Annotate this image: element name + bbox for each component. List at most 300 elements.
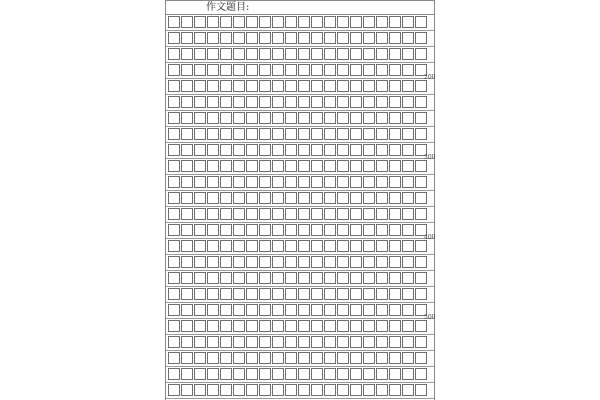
writing-cell[interactable] xyxy=(298,272,310,284)
writing-cell[interactable] xyxy=(350,144,362,156)
writing-cell[interactable] xyxy=(389,240,401,252)
writing-cell[interactable] xyxy=(311,128,323,140)
writing-cell[interactable] xyxy=(207,272,219,284)
writing-cell[interactable] xyxy=(350,352,362,364)
writing-cell[interactable] xyxy=(389,208,401,220)
writing-cell[interactable] xyxy=(324,160,336,172)
writing-cell[interactable] xyxy=(272,288,284,300)
writing-cell[interactable] xyxy=(376,320,388,332)
writing-cell[interactable] xyxy=(298,16,310,28)
writing-cell[interactable] xyxy=(311,112,323,124)
writing-cell[interactable] xyxy=(207,160,219,172)
writing-cell[interactable] xyxy=(298,32,310,44)
writing-cell[interactable] xyxy=(272,224,284,236)
writing-cell[interactable] xyxy=(376,64,388,76)
writing-cell[interactable] xyxy=(194,176,206,188)
writing-cell[interactable] xyxy=(272,256,284,268)
writing-cell[interactable] xyxy=(246,64,258,76)
writing-cell[interactable] xyxy=(415,16,427,28)
writing-cell[interactable] xyxy=(363,256,375,268)
writing-cell[interactable] xyxy=(246,80,258,92)
writing-cell[interactable] xyxy=(194,112,206,124)
writing-cell[interactable] xyxy=(181,336,193,348)
writing-cell[interactable] xyxy=(246,160,258,172)
writing-cell[interactable] xyxy=(402,336,414,348)
writing-cell[interactable] xyxy=(389,112,401,124)
writing-cell[interactable] xyxy=(337,32,349,44)
writing-cell[interactable] xyxy=(402,224,414,236)
writing-cell[interactable] xyxy=(415,32,427,44)
writing-cell[interactable] xyxy=(285,160,297,172)
writing-cell[interactable] xyxy=(181,256,193,268)
writing-cell[interactable] xyxy=(181,16,193,28)
writing-cell[interactable] xyxy=(246,240,258,252)
writing-cell[interactable] xyxy=(415,192,427,204)
writing-cell[interactable] xyxy=(415,48,427,60)
writing-cell[interactable] xyxy=(285,64,297,76)
writing-cell[interactable] xyxy=(168,80,180,92)
writing-cell[interactable] xyxy=(272,64,284,76)
writing-cell[interactable] xyxy=(233,16,245,28)
writing-cell[interactable] xyxy=(181,352,193,364)
writing-cell[interactable] xyxy=(415,320,427,332)
writing-cell[interactable] xyxy=(259,48,271,60)
writing-cell[interactable] xyxy=(285,128,297,140)
writing-cell[interactable] xyxy=(324,64,336,76)
writing-cell[interactable] xyxy=(194,16,206,28)
writing-cell[interactable] xyxy=(337,368,349,380)
writing-cell[interactable] xyxy=(285,384,297,396)
writing-cell[interactable] xyxy=(298,80,310,92)
writing-cell[interactable] xyxy=(324,240,336,252)
writing-cell[interactable] xyxy=(324,176,336,188)
writing-cell[interactable] xyxy=(181,240,193,252)
writing-cell[interactable] xyxy=(389,320,401,332)
writing-cell[interactable] xyxy=(311,240,323,252)
writing-cell[interactable] xyxy=(363,32,375,44)
writing-cell[interactable] xyxy=(402,96,414,108)
writing-cell[interactable] xyxy=(285,192,297,204)
writing-cell[interactable] xyxy=(376,144,388,156)
writing-cell[interactable] xyxy=(207,208,219,220)
writing-cell[interactable] xyxy=(220,112,232,124)
writing-cell[interactable] xyxy=(363,304,375,316)
writing-cell[interactable] xyxy=(376,304,388,316)
writing-cell[interactable] xyxy=(415,240,427,252)
writing-cell[interactable] xyxy=(363,176,375,188)
writing-cell[interactable] xyxy=(220,352,232,364)
writing-cell[interactable] xyxy=(389,224,401,236)
writing-cell[interactable] xyxy=(233,32,245,44)
writing-cell[interactable] xyxy=(272,320,284,332)
writing-cell[interactable] xyxy=(233,240,245,252)
writing-cell[interactable] xyxy=(311,272,323,284)
writing-cell[interactable] xyxy=(246,304,258,316)
writing-cell[interactable] xyxy=(207,96,219,108)
writing-cell[interactable] xyxy=(363,80,375,92)
writing-cell[interactable] xyxy=(194,240,206,252)
writing-cell[interactable] xyxy=(233,48,245,60)
writing-cell[interactable] xyxy=(207,80,219,92)
writing-cell[interactable] xyxy=(194,80,206,92)
writing-cell[interactable] xyxy=(207,224,219,236)
writing-cell[interactable] xyxy=(324,96,336,108)
writing-cell[interactable] xyxy=(272,96,284,108)
writing-cell[interactable] xyxy=(324,112,336,124)
writing-cell[interactable] xyxy=(220,368,232,380)
writing-cell[interactable] xyxy=(181,272,193,284)
writing-cell[interactable] xyxy=(298,192,310,204)
writing-cell[interactable] xyxy=(220,208,232,220)
writing-cell[interactable] xyxy=(194,384,206,396)
writing-cell[interactable] xyxy=(298,160,310,172)
writing-cell[interactable] xyxy=(181,304,193,316)
writing-cell[interactable] xyxy=(324,208,336,220)
writing-cell[interactable] xyxy=(350,96,362,108)
writing-cell[interactable] xyxy=(285,288,297,300)
writing-cell[interactable] xyxy=(246,176,258,188)
writing-cell[interactable] xyxy=(220,240,232,252)
writing-cell[interactable] xyxy=(363,336,375,348)
writing-cell[interactable] xyxy=(194,304,206,316)
writing-cell[interactable] xyxy=(207,368,219,380)
writing-cell[interactable] xyxy=(324,80,336,92)
writing-cell[interactable] xyxy=(350,272,362,284)
writing-cell[interactable] xyxy=(285,368,297,380)
writing-cell[interactable] xyxy=(376,384,388,396)
writing-cell[interactable] xyxy=(402,304,414,316)
writing-cell[interactable] xyxy=(259,240,271,252)
writing-cell[interactable] xyxy=(259,112,271,124)
writing-cell[interactable] xyxy=(376,208,388,220)
writing-cell[interactable] xyxy=(207,256,219,268)
writing-cell[interactable] xyxy=(389,16,401,28)
writing-cell[interactable] xyxy=(233,64,245,76)
writing-cell[interactable] xyxy=(298,48,310,60)
writing-cell[interactable] xyxy=(246,96,258,108)
writing-cell[interactable] xyxy=(220,96,232,108)
writing-cell[interactable] xyxy=(350,256,362,268)
writing-cell[interactable] xyxy=(363,208,375,220)
writing-cell[interactable] xyxy=(376,368,388,380)
writing-cell[interactable] xyxy=(181,128,193,140)
writing-cell[interactable] xyxy=(168,160,180,172)
writing-cell[interactable] xyxy=(389,160,401,172)
writing-cell[interactable] xyxy=(311,368,323,380)
writing-cell[interactable] xyxy=(311,192,323,204)
writing-cell[interactable] xyxy=(246,208,258,220)
writing-cell[interactable] xyxy=(363,384,375,396)
writing-cell[interactable] xyxy=(233,208,245,220)
writing-cell[interactable] xyxy=(298,256,310,268)
writing-cell[interactable] xyxy=(311,288,323,300)
writing-cell[interactable] xyxy=(233,96,245,108)
writing-cell[interactable] xyxy=(350,48,362,60)
writing-cell[interactable] xyxy=(246,272,258,284)
writing-cell[interactable] xyxy=(194,224,206,236)
writing-cell[interactable] xyxy=(272,272,284,284)
writing-cell[interactable] xyxy=(246,352,258,364)
writing-cell[interactable] xyxy=(168,352,180,364)
writing-cell[interactable] xyxy=(246,384,258,396)
writing-cell[interactable] xyxy=(311,176,323,188)
writing-cell[interactable] xyxy=(181,288,193,300)
writing-cell[interactable] xyxy=(311,352,323,364)
writing-cell[interactable] xyxy=(272,368,284,380)
writing-cell[interactable] xyxy=(285,48,297,60)
writing-cell[interactable] xyxy=(324,224,336,236)
writing-cell[interactable] xyxy=(285,176,297,188)
writing-cell[interactable] xyxy=(337,96,349,108)
writing-cell[interactable] xyxy=(220,304,232,316)
writing-cell[interactable] xyxy=(194,160,206,172)
writing-cell[interactable] xyxy=(194,48,206,60)
writing-cell[interactable] xyxy=(415,176,427,188)
writing-cell[interactable] xyxy=(324,272,336,284)
writing-cell[interactable] xyxy=(194,336,206,348)
writing-cell[interactable] xyxy=(207,64,219,76)
writing-cell[interactable] xyxy=(311,320,323,332)
writing-cell[interactable] xyxy=(285,240,297,252)
writing-cell[interactable] xyxy=(233,128,245,140)
writing-cell[interactable] xyxy=(233,176,245,188)
writing-cell[interactable] xyxy=(376,128,388,140)
writing-cell[interactable] xyxy=(389,288,401,300)
writing-cell[interactable] xyxy=(272,144,284,156)
writing-cell[interactable] xyxy=(415,384,427,396)
writing-cell[interactable] xyxy=(402,240,414,252)
writing-cell[interactable] xyxy=(350,16,362,28)
writing-cell[interactable] xyxy=(259,96,271,108)
writing-cell[interactable] xyxy=(259,368,271,380)
writing-cell[interactable] xyxy=(363,240,375,252)
writing-cell[interactable] xyxy=(402,16,414,28)
writing-cell[interactable] xyxy=(220,176,232,188)
writing-cell[interactable] xyxy=(402,208,414,220)
writing-cell[interactable] xyxy=(272,304,284,316)
writing-cell[interactable] xyxy=(350,240,362,252)
writing-cell[interactable] xyxy=(233,112,245,124)
writing-cell[interactable] xyxy=(259,16,271,28)
writing-cell[interactable] xyxy=(402,144,414,156)
writing-cell[interactable] xyxy=(194,144,206,156)
writing-cell[interactable] xyxy=(389,272,401,284)
writing-cell[interactable] xyxy=(311,256,323,268)
writing-cell[interactable] xyxy=(324,256,336,268)
writing-cell[interactable] xyxy=(233,160,245,172)
writing-cell[interactable] xyxy=(376,160,388,172)
writing-cell[interactable] xyxy=(168,128,180,140)
writing-cell[interactable] xyxy=(168,272,180,284)
writing-cell[interactable] xyxy=(246,256,258,268)
writing-cell[interactable] xyxy=(207,112,219,124)
writing-cell[interactable] xyxy=(194,256,206,268)
writing-cell[interactable] xyxy=(246,48,258,60)
writing-cell[interactable] xyxy=(181,208,193,220)
writing-cell[interactable] xyxy=(350,208,362,220)
writing-cell[interactable] xyxy=(311,32,323,44)
writing-cell[interactable] xyxy=(181,144,193,156)
writing-cell[interactable] xyxy=(285,144,297,156)
writing-cell[interactable] xyxy=(389,176,401,188)
writing-cell[interactable] xyxy=(363,320,375,332)
writing-cell[interactable] xyxy=(337,128,349,140)
writing-cell[interactable] xyxy=(168,320,180,332)
writing-cell[interactable] xyxy=(168,288,180,300)
writing-cell[interactable] xyxy=(402,64,414,76)
writing-cell[interactable] xyxy=(389,384,401,396)
writing-cell[interactable] xyxy=(350,160,362,172)
writing-cell[interactable] xyxy=(272,48,284,60)
writing-cell[interactable] xyxy=(272,160,284,172)
writing-cell[interactable] xyxy=(207,192,219,204)
writing-cell[interactable] xyxy=(259,192,271,204)
writing-cell[interactable] xyxy=(298,144,310,156)
writing-cell[interactable] xyxy=(350,128,362,140)
writing-cell[interactable] xyxy=(233,368,245,380)
writing-cell[interactable] xyxy=(376,112,388,124)
writing-cell[interactable] xyxy=(272,128,284,140)
writing-cell[interactable] xyxy=(181,64,193,76)
writing-cell[interactable] xyxy=(272,32,284,44)
writing-cell[interactable] xyxy=(311,384,323,396)
writing-cell[interactable] xyxy=(324,320,336,332)
writing-cell[interactable] xyxy=(311,16,323,28)
writing-cell[interactable] xyxy=(337,272,349,284)
writing-cell[interactable] xyxy=(337,224,349,236)
writing-cell[interactable] xyxy=(259,304,271,316)
writing-cell[interactable] xyxy=(363,64,375,76)
writing-cell[interactable] xyxy=(272,16,284,28)
writing-cell[interactable] xyxy=(194,32,206,44)
writing-cell[interactable] xyxy=(233,288,245,300)
writing-cell[interactable] xyxy=(363,160,375,172)
writing-cell[interactable] xyxy=(376,352,388,364)
writing-cell[interactable] xyxy=(259,128,271,140)
writing-cell[interactable] xyxy=(181,384,193,396)
writing-cell[interactable] xyxy=(363,128,375,140)
writing-cell[interactable] xyxy=(350,368,362,380)
writing-cell[interactable] xyxy=(181,160,193,172)
writing-cell[interactable] xyxy=(285,320,297,332)
writing-cell[interactable] xyxy=(246,320,258,332)
writing-cell[interactable] xyxy=(233,304,245,316)
writing-cell[interactable] xyxy=(181,112,193,124)
writing-cell[interactable] xyxy=(220,192,232,204)
writing-cell[interactable] xyxy=(298,96,310,108)
writing-cell[interactable] xyxy=(389,64,401,76)
writing-cell[interactable] xyxy=(168,48,180,60)
writing-cell[interactable] xyxy=(246,336,258,348)
writing-cell[interactable] xyxy=(272,112,284,124)
writing-cell[interactable] xyxy=(415,96,427,108)
writing-cell[interactable] xyxy=(402,352,414,364)
writing-cell[interactable] xyxy=(324,368,336,380)
writing-cell[interactable] xyxy=(311,224,323,236)
writing-cell[interactable] xyxy=(337,16,349,28)
writing-cell[interactable] xyxy=(168,224,180,236)
writing-cell[interactable] xyxy=(376,192,388,204)
writing-cell[interactable] xyxy=(350,80,362,92)
writing-cell[interactable] xyxy=(220,272,232,284)
writing-cell[interactable] xyxy=(298,352,310,364)
writing-cell[interactable] xyxy=(194,368,206,380)
writing-cell[interactable] xyxy=(220,48,232,60)
writing-cell[interactable] xyxy=(389,352,401,364)
writing-cell[interactable] xyxy=(298,304,310,316)
writing-cell[interactable] xyxy=(181,96,193,108)
writing-cell[interactable] xyxy=(259,272,271,284)
writing-cell[interactable] xyxy=(220,64,232,76)
writing-cell[interactable] xyxy=(220,128,232,140)
writing-cell[interactable] xyxy=(337,384,349,396)
writing-cell[interactable] xyxy=(220,80,232,92)
writing-cell[interactable] xyxy=(168,240,180,252)
writing-cell[interactable] xyxy=(168,192,180,204)
writing-cell[interactable] xyxy=(363,16,375,28)
writing-cell[interactable] xyxy=(181,48,193,60)
writing-cell[interactable] xyxy=(415,256,427,268)
writing-cell[interactable] xyxy=(259,320,271,332)
writing-cell[interactable] xyxy=(220,224,232,236)
writing-cell[interactable] xyxy=(298,208,310,220)
writing-cell[interactable] xyxy=(350,320,362,332)
writing-cell[interactable] xyxy=(324,192,336,204)
writing-cell[interactable] xyxy=(376,336,388,348)
writing-cell[interactable] xyxy=(363,368,375,380)
writing-cell[interactable] xyxy=(259,32,271,44)
writing-cell[interactable] xyxy=(298,176,310,188)
writing-cell[interactable] xyxy=(168,64,180,76)
writing-cell[interactable] xyxy=(350,112,362,124)
writing-cell[interactable] xyxy=(272,240,284,252)
writing-cell[interactable] xyxy=(298,336,310,348)
writing-cell[interactable] xyxy=(168,144,180,156)
writing-cell[interactable] xyxy=(337,256,349,268)
writing-cell[interactable] xyxy=(350,304,362,316)
writing-cell[interactable] xyxy=(298,368,310,380)
writing-cell[interactable] xyxy=(285,352,297,364)
writing-cell[interactable] xyxy=(402,384,414,396)
writing-cell[interactable] xyxy=(168,256,180,268)
writing-cell[interactable] xyxy=(350,288,362,300)
writing-cell[interactable] xyxy=(389,304,401,316)
writing-cell[interactable] xyxy=(298,224,310,236)
writing-cell[interactable] xyxy=(285,208,297,220)
writing-cell[interactable] xyxy=(324,384,336,396)
writing-cell[interactable] xyxy=(259,288,271,300)
writing-cell[interactable] xyxy=(311,144,323,156)
writing-cell[interactable] xyxy=(168,16,180,28)
writing-cell[interactable] xyxy=(259,224,271,236)
writing-cell[interactable] xyxy=(324,304,336,316)
writing-cell[interactable] xyxy=(298,112,310,124)
writing-cell[interactable] xyxy=(376,16,388,28)
writing-cell[interactable] xyxy=(207,128,219,140)
writing-cell[interactable] xyxy=(337,336,349,348)
writing-cell[interactable] xyxy=(350,176,362,188)
writing-cell[interactable] xyxy=(272,208,284,220)
writing-cell[interactable] xyxy=(363,288,375,300)
writing-cell[interactable] xyxy=(207,240,219,252)
writing-cell[interactable] xyxy=(181,32,193,44)
writing-cell[interactable] xyxy=(272,80,284,92)
writing-cell[interactable] xyxy=(389,128,401,140)
writing-cell[interactable] xyxy=(376,176,388,188)
writing-cell[interactable] xyxy=(350,32,362,44)
writing-cell[interactable] xyxy=(389,48,401,60)
writing-cell[interactable] xyxy=(402,160,414,172)
